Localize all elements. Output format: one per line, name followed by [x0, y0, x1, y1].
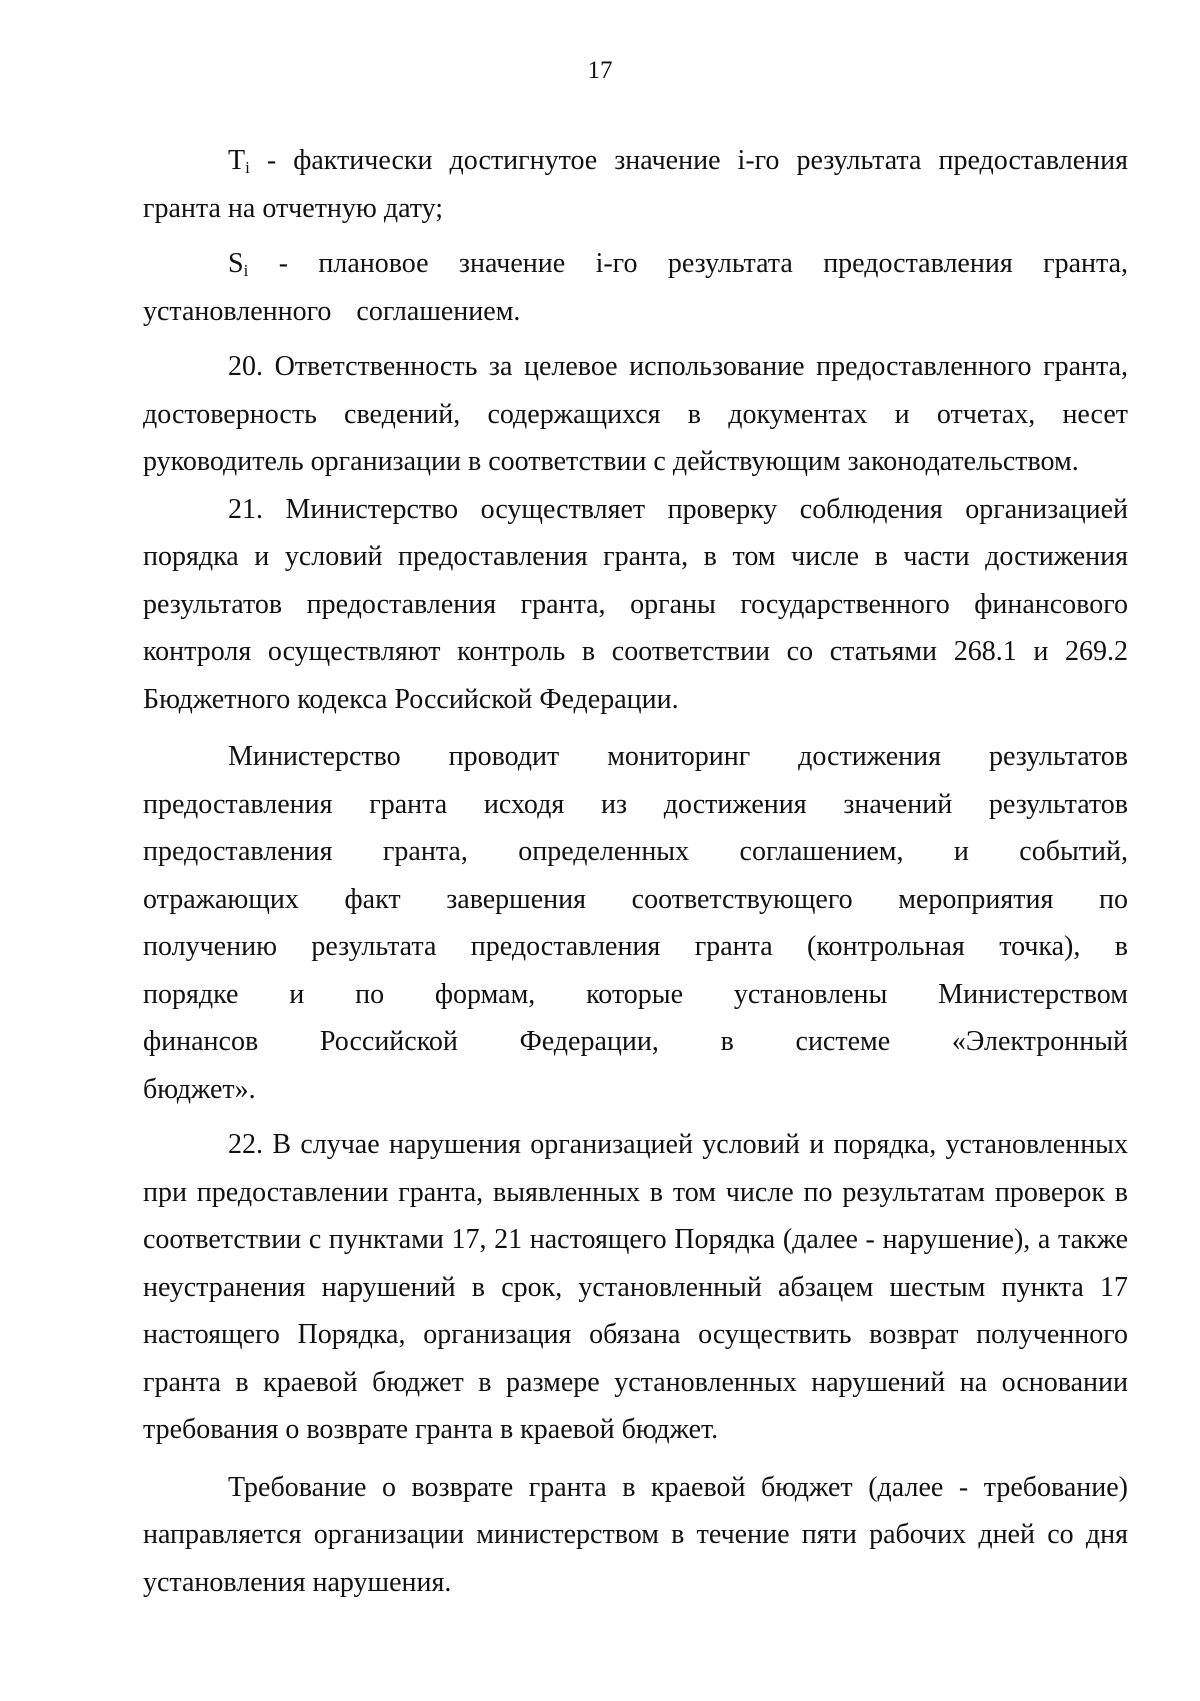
paragraph-20: 20. Ответственность за целевое использование предоставленного гранта, достоверность сведений, содержащихся в документах и отчетах, несет руководитель организации в соответствии с действующим законодательством.	[143, 351, 1128, 477]
definition-symbol: T	[228, 145, 246, 176]
definition-si	[143, 240, 1128, 335]
definition-text: - плановое значение i-го результата предоставления гранта, установленного соглашением.	[143, 248, 1128, 327]
definition-subscript: i	[243, 261, 249, 280]
paragraph-requirement: Требование о возврате гранта в краевой бюджет (далее - требование) направляется организации министерством в течение пяти рабочих дней со дня установления нарушения.	[143, 1471, 1128, 1598]
document-body	[143, 137, 1128, 1606]
paragraph-21: 21. Министерство осуществляет проверку соблюдения организацией порядка и условий предоставления гранта, в том числе в части достижения результатов предоставления гранта, органы государственного финансового контроля осуществляют контроль в соответствии со статьями 268.1 и 269.2 Бюджетного кодекса Российской Федерации.	[143, 493, 1128, 715]
definition-text: - фактически достигнутое значение i-го результата предоставления гранта на отчетную дату;	[143, 145, 1128, 224]
definition-ti	[143, 137, 1128, 232]
definition-subscript: i	[245, 158, 250, 177]
definition-symbol: S	[228, 248, 244, 279]
paragraph-22: 22. В случае нарушения организацией условий и порядка, установленных при предоставлении гранта, выявленных в том числе по результатам проверок в соответствии с пунктами 17, 21 настоящего Порядка (далее - нарушение), а также неустранения нарушений в срок, установленный абзацем шестым пункта 17 настоящего Порядка, организация обязана осуществить возврат полученного гранта в краевой бюджет в размере установленных нарушений на основании требования о возврате гранта в краевой бюджет.	[143, 1129, 1128, 1445]
page-number: 17	[587, 57, 613, 84]
paragraph-monitoring: Министерство проводит мониторинг достижения результатов предоставления гранта исходя из достижения значений результатов предоставления гранта, определенных соглашением, и событий, отражающих факт завершения соответствующего мероприятия по получению результата предоставления гранта (контрольная точка), в порядке и по формам, которые установлены Министерством финансов Российской Федерации, в системе «Электронный бюджет».	[143, 741, 1128, 1105]
